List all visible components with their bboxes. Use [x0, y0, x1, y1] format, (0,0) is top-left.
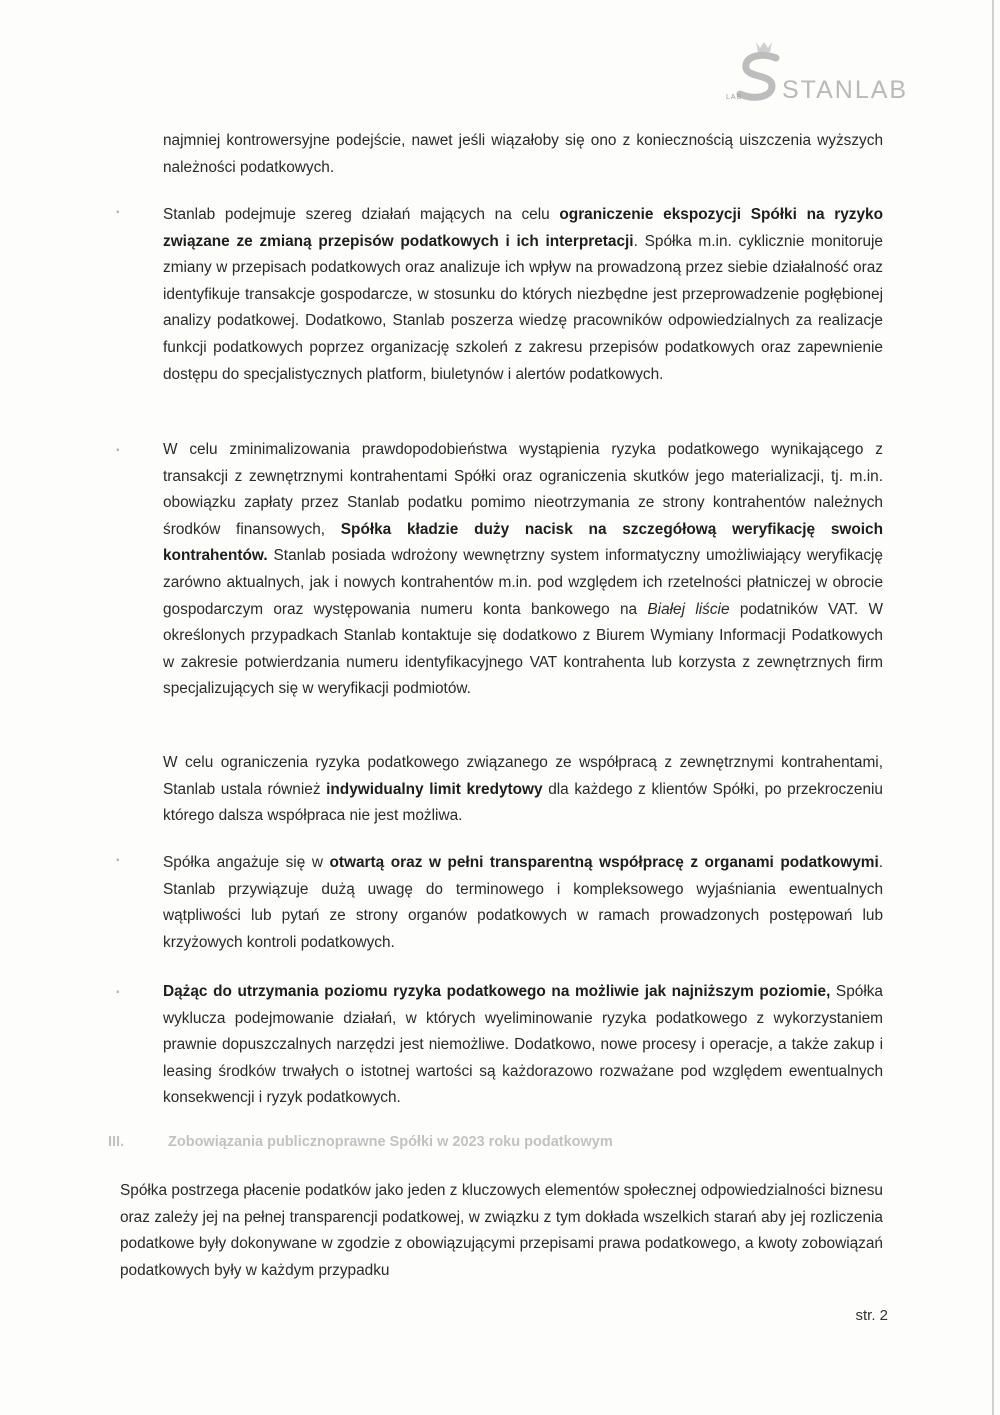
- bullet-marker: ▪: [116, 855, 120, 866]
- logo-wordmark: STANLAB: [782, 76, 909, 104]
- bullet-marker: ▪: [116, 445, 120, 456]
- section-number: III.: [108, 1134, 125, 1150]
- emphasis-text: otwartą oraz w pełni transparentną współpracę z organami podatkowymi: [329, 854, 879, 871]
- list-item-text: W celu zminimalizowania prawdopodobieństwa wystąpienia ryzyka podatkowego wynikającego z transakcji z zewnętrznymi kontrahentami Spółki oraz ograniczenia skutków jego materializacji, tj. m.in. obowiązku zapłaty przez Stanlab podatku pomimo nieotrzymania ze strony kontrahentów należnych środków finansowych, Spółka kładzie duży nacisk na szczegółową weryfikację swoich kontrahentów. Stanlab posiada wdrożony wewnętrzny system informatyczny umożliwiający weryfikację zarówno aktualnych, jak i nowych kontrahentów m.in. pod względem ich rzetelności płatniczej w obrocie gospodarczym oraz występowania numeru konta bankowego na Białej liście podatników VAT. W określonych przypadkach Stanlab kontaktuje się dodatkowo z Biurem Wymiany Informacji Podatkowych w zakresie potwierdzania numeru identyfikacyjnego VAT kontrahenta lub korzysta z zewnętrznych firm specjalizujących się w weryfikacji podmiotów.: [163, 441, 883, 698]
- paragraph-text: Spółka postrzega płacenie podatków jako jeden z kluczowych elementów społecznej odpowiedzialności biznesu oraz zależy jej na pełnej transparencji podatkowej, w związku z tym dokłada wszelkich starań aby jej rozliczenia podatkowe były dokonywane w zgodzie z obowiązującymi przepisami prawa podatkowego, a kwoty zobowiązań podatkowych były w każdym przypadku: [120, 1182, 883, 1279]
- company-logo: [720, 36, 909, 108]
- paragraph-continuation: [163, 128, 883, 181]
- list-item-text: Dążąc do utrzymania poziomu ryzyka podatkowego na możliwie jak najniższym poziomie, Spółka wyklucza podejmowanie działań, w których wyeliminowanie ryzyka podatkowego z wykorzystaniem prawnie dopuszczalnych narzędzi jest niemożliwe. Dodatkowo, nowe procesy i operacje, a także zakup i leasing środków trwałych o istotnej wartości są każdorazowo rozważane pod względem ewentualnych konsekwencji i ryzyk podatkowych.: [163, 983, 883, 1107]
- italic-text: Białej liście: [647, 600, 730, 618]
- list-item-contractor-verification: [163, 437, 883, 703]
- paragraph-tax-transparency: [120, 1178, 883, 1284]
- paragraph-credit-limit: [163, 750, 883, 830]
- bullet-marker: ▪: [116, 987, 120, 998]
- list-item-risk-level: [163, 979, 883, 1112]
- paragraph-text: W celu ograniczenia ryzyka podatkowego związanego ze współpracą z zewnętrznymi kontrahentami, Stanlab ustala również indywidualny limit kredytowy dla każdego z klientów Spółki, po przekroczeniu którego dalsza współpraca nie jest możliwa.: [163, 754, 883, 825]
- bullet-marker: ▪: [116, 207, 120, 218]
- emphasis-text: Spółka kładzie duży nacisk na szczegółową weryfikację swoich kontrahentów.: [163, 520, 883, 565]
- logo-small-text: LAB: [726, 94, 743, 101]
- scan-edge-line: [992, 0, 994, 1415]
- emphasis-text: ograniczenie ekspozycji Spółki na ryzyko związane ze zmianą przepisów podatkowych i ich interpretacji: [163, 206, 883, 250]
- section-title: Zobowiązania publicznoprawne Spółki w 2023 roku podatkowym: [168, 1134, 613, 1150]
- emphasis-text: Dążąc do utrzymania poziomu ryzyka podatkowego na możliwie jak najniższym poziomie,: [163, 983, 831, 1000]
- emphasis-text: indywidualny limit kredytowy: [326, 780, 543, 798]
- list-item-text: Spółka angażuje się w otwartą oraz w pełni transparentną współpracę z organami podatkowymi. Stanlab przywiązuje dużą uwagę do terminowego i kompleksowego wyjaśniania ewentualnych wątpliwości lub pytań ze strony organów podatkowych w ramach prowadzonych postępowań lub krzyżowych kontroli podatkowych.: [163, 854, 883, 951]
- list-item-tax-law-changes: [163, 202, 883, 388]
- list-item-cooperation-authorities: [163, 850, 883, 956]
- page-number: str. 2: [855, 1307, 888, 1324]
- section-heading: [108, 1134, 613, 1150]
- list-item-text: Stanlab podejmuje szereg działań mających na celu ograniczenie ekspozycji Spółki na ryzyko związane ze zmianą przepisów podatkowych i ich interpretacji. Spółka m.in. cyklicznie monitoruje zmiany w przepisach podatkowych oraz analizuje ich wpływ na prowadzoną przez siebie działalność oraz identyfikuje transakcje gospodarcze, w stosunku do których niezbędne jest przeprowadzenie pogłębionej analizy podatkowej. Dodatkowo, Stanlab poszerza wiedzę pracowników odpowiedzialnych za realizacje funkcji podatkowych poprzez organizację szkoleń z zakresu przepisów podatkowych oraz zapewnienie dostępu do specjalistycznych platform, biuletynów i alertów podatkowych.: [163, 206, 883, 383]
- paragraph-text: najmniej kontrowersyjne podejście, nawet jeśli wiązałoby się ono z koniecznością uiszczenia wyższych należności podatkowych.: [163, 132, 883, 176]
